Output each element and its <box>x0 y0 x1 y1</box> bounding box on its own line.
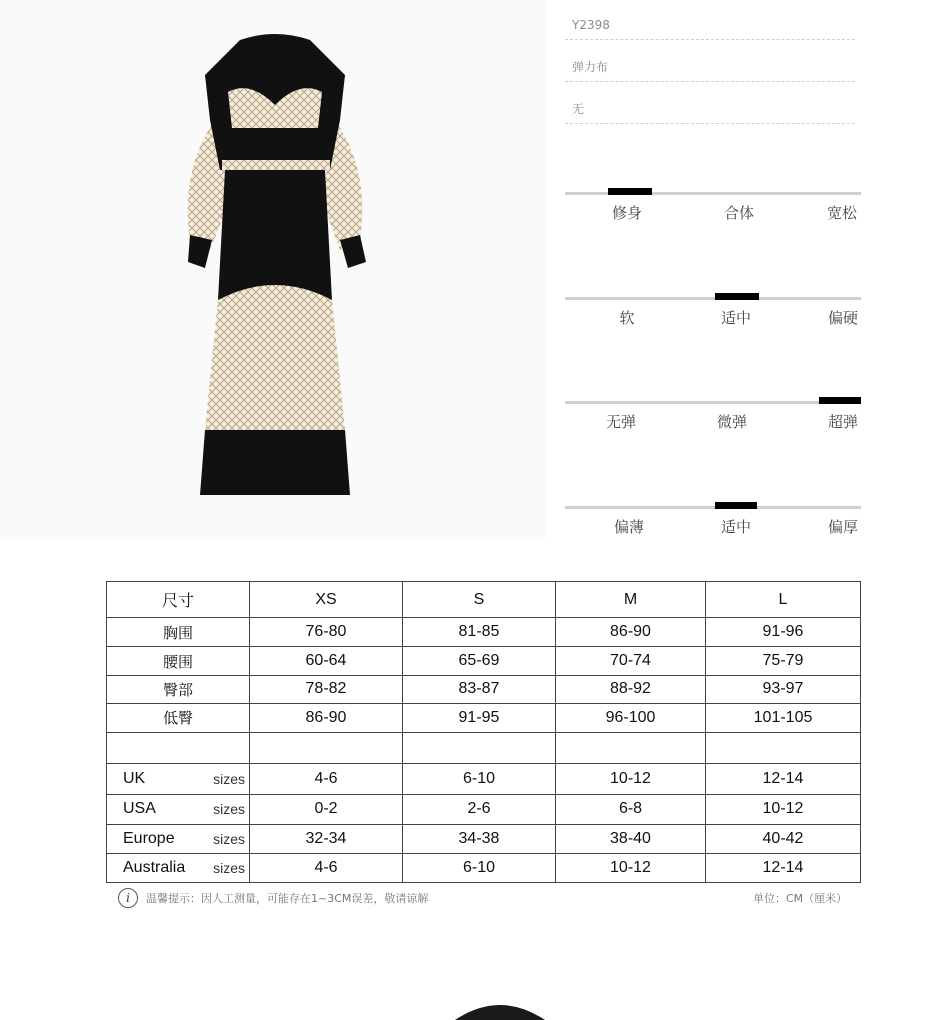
info-icon: i <box>118 888 138 908</box>
table-header-cell: XS <box>250 582 403 618</box>
table-cell: 6-10 <box>403 853 556 882</box>
row-label: 腰围 <box>107 647 250 675</box>
table-cell: 93-97 <box>706 675 861 703</box>
row-label: 臀部 <box>107 675 250 703</box>
region-suffix: sizes <box>213 801 245 818</box>
region-suffix: sizes <box>213 859 245 876</box>
empty-cell <box>403 732 556 763</box>
table-cell: 86-90 <box>556 618 706 647</box>
next-photo-preview <box>440 990 560 1020</box>
lining-info: 无 <box>565 84 855 124</box>
row-label: 低臀 <box>107 703 250 732</box>
table-cell: 40-42 <box>706 824 861 853</box>
table-cell: 91-95 <box>403 703 556 732</box>
scale-label: 软 <box>619 309 635 327</box>
scale-label: 合体 <box>723 204 754 222</box>
table-row <box>107 618 861 647</box>
table-cell: 96-100 <box>556 703 706 732</box>
scale-marker <box>819 397 861 404</box>
table-cell: 2-6 <box>403 795 556 824</box>
elasticity-scale <box>565 401 861 461</box>
row-label: 胸围 <box>107 618 250 647</box>
table-cell: 81-85 <box>403 618 556 647</box>
table-row <box>107 675 861 703</box>
table-row <box>107 647 861 675</box>
note-text: 温馨提示：因人工测量，可能存在1~3CM误差，敬请谅解 <box>146 892 429 905</box>
scale-label: 微弹 <box>716 413 747 431</box>
region-name: Australia <box>123 858 186 876</box>
region-label-cell <box>107 853 250 882</box>
empty-cell <box>556 732 706 763</box>
table-cell: 32-34 <box>250 824 403 853</box>
region-label-cell <box>107 824 250 853</box>
table-header-row <box>107 582 861 618</box>
size-chart-table <box>106 581 861 883</box>
unit-label: 单位：CM（厘米） <box>753 892 848 905</box>
measurement-note <box>118 888 428 908</box>
region-label-cell <box>107 795 250 824</box>
table-header-cell: S <box>403 582 556 618</box>
scale-label: 无弹 <box>605 413 636 431</box>
region-name: UK <box>123 770 146 788</box>
table-cell: 0-2 <box>250 795 403 824</box>
scale-marker <box>608 188 652 195</box>
table-cell: 101-105 <box>706 703 861 732</box>
scale-label: 适中 <box>720 309 751 327</box>
region-suffix: sizes <box>213 771 245 788</box>
empty-cell <box>107 732 250 763</box>
table-cell: 10-12 <box>706 795 861 824</box>
product-image <box>0 0 545 540</box>
table-cell: 60-64 <box>250 647 403 675</box>
fit-scale <box>565 192 861 252</box>
table-cell: 83-87 <box>403 675 556 703</box>
table-row <box>107 824 861 853</box>
table-row <box>107 703 861 732</box>
scale-label: 偏硬 <box>827 309 858 327</box>
scale-track <box>565 297 861 300</box>
table-cell: 4-6 <box>250 853 403 882</box>
softness-scale <box>565 297 861 357</box>
table-cell: 4-6 <box>250 764 403 795</box>
table-cell: 88-92 <box>556 675 706 703</box>
table-cell: 70-74 <box>556 647 706 675</box>
table-header-cell: M <box>556 582 706 618</box>
table-cell: 12-14 <box>706 764 861 795</box>
table-cell: 6-8 <box>556 795 706 824</box>
scale-label: 宽松 <box>826 204 857 222</box>
scale-label: 超弹 <box>827 413 858 431</box>
region-suffix: sizes <box>213 830 245 847</box>
scale-label: 偏厚 <box>827 518 858 536</box>
table-cell: 86-90 <box>250 703 403 732</box>
table-header-cell: 尺寸 <box>107 582 250 618</box>
thickness-scale <box>565 506 861 566</box>
table-cell: 10-12 <box>556 764 706 795</box>
region-name: USA <box>123 800 156 818</box>
table-cell: 76-80 <box>250 618 403 647</box>
scale-track <box>565 506 861 509</box>
region-label-cell <box>107 764 250 795</box>
scale-label: 适中 <box>720 518 751 536</box>
scale-label: 偏薄 <box>613 518 644 536</box>
table-row <box>107 853 861 882</box>
table-cell: 10-12 <box>556 853 706 882</box>
table-cell: 34-38 <box>403 824 556 853</box>
table-cell: 12-14 <box>706 853 861 882</box>
scale-marker <box>715 293 759 300</box>
region-name: Europe <box>123 829 175 847</box>
scale-label: 修身 <box>611 204 642 222</box>
table-cell: 75-79 <box>706 647 861 675</box>
scale-marker <box>715 502 757 509</box>
table-cell: 78-82 <box>250 675 403 703</box>
table-header-cell: L <box>706 582 861 618</box>
style-code: Y2398 <box>565 0 855 40</box>
empty-cell <box>706 732 861 763</box>
dress-illustration <box>0 0 545 540</box>
table-row <box>107 764 861 795</box>
table-cell: 38-40 <box>556 824 706 853</box>
table-row <box>107 795 861 824</box>
table-cell: 6-10 <box>403 764 556 795</box>
table-cell: 65-69 <box>403 647 556 675</box>
empty-cell <box>250 732 403 763</box>
fabric-type: 弹力布 <box>565 42 855 82</box>
table-cell: 91-96 <box>706 618 861 647</box>
empty-row <box>107 732 861 763</box>
scale-track <box>565 401 861 404</box>
